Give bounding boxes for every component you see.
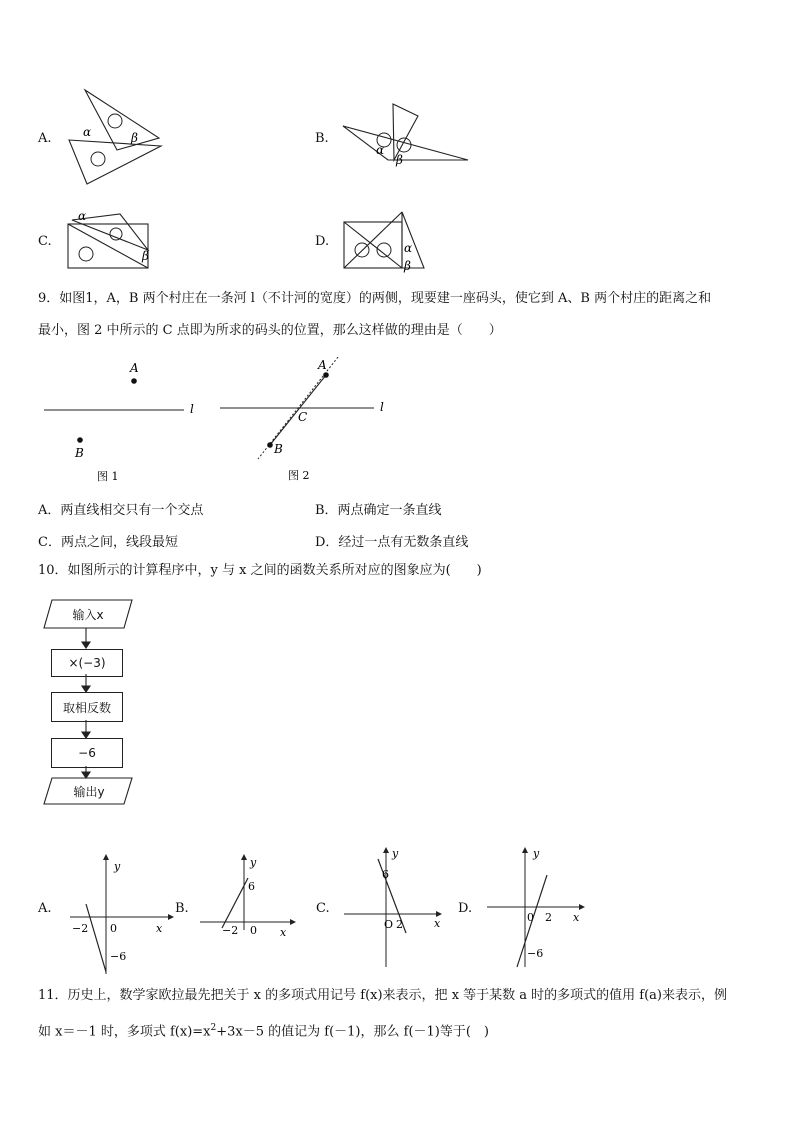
q8-option-d-label[interactable]: D.: [315, 234, 330, 249]
fig2-label-a: A: [318, 358, 327, 372]
fig1-label-b: B: [75, 446, 84, 460]
q10-text: 10．如图所示的计算程序中，y 与 x 之间的函数关系所对应的图象应为( ): [38, 563, 482, 578]
q11-text-line1: 11．历史上，数学家欧拉最先把关于 x 的多项式用记号 f(x)来表示，把 x 等于某数 a 时的多项式的值用 f(a)来表示，例: [38, 988, 728, 1003]
fig1-caption: 图 1: [97, 470, 119, 483]
ga-x: x: [156, 922, 163, 935]
flow-output: 输出y: [73, 784, 105, 799]
q10-option-b-label[interactable]: B.: [175, 901, 189, 916]
q10-option-c-label[interactable]: C.: [316, 901, 330, 916]
q9-option-b[interactable]: B．两点确定一条直线: [315, 503, 442, 518]
q9-figure-1: [44, 360, 204, 485]
gc-y: y: [392, 847, 399, 860]
gb-xi: −2: [222, 924, 239, 937]
gb-y: y: [250, 856, 257, 869]
q11-text-line2b: +3x－5 的值记为 f(－1)，那么 f(－1)等于( ): [216, 1024, 490, 1040]
gd-x: x: [573, 911, 580, 924]
fig2-label-b: B: [274, 442, 283, 456]
q8-figure-c: [64, 210, 164, 272]
q11-text-line2: [38, 1020, 758, 1040]
q8-d-alpha: α: [404, 241, 413, 255]
gc-o: O: [384, 918, 394, 931]
q9-text-line2: 最小，图 2 中所示的 C 点即为所求的码头的位置，那么这样做的理由是（ ）: [38, 323, 502, 338]
gc-xi: 2: [396, 918, 403, 931]
fig2-caption: 图 2: [288, 469, 310, 482]
q10-graph-c: [342, 845, 447, 970]
ga-o: 0: [110, 922, 117, 935]
gd-o: 0: [527, 911, 534, 924]
fig2-label-c: C: [298, 410, 308, 424]
q10-option-a-label[interactable]: A.: [38, 901, 52, 916]
q8-b-alpha: α: [376, 143, 385, 157]
gd-y: y: [533, 847, 540, 860]
q8-option-a-label[interactable]: A.: [38, 131, 52, 146]
q10-graph-b: [198, 852, 298, 939]
q8-figure-a: [65, 86, 165, 186]
q8-figure-d: [340, 208, 430, 272]
q8-c-alpha: α: [78, 209, 87, 223]
q9-option-d[interactable]: D．经过一点有无数条直线: [315, 535, 469, 550]
fig2-label-l: l: [380, 400, 384, 414]
q11-text-line2a: 如 x＝－1 时，多项式 f(x)=x: [38, 1024, 211, 1040]
q9-figure-2: [218, 355, 398, 485]
gd-xi: 2: [545, 911, 552, 924]
ga-yi: −6: [110, 950, 127, 963]
q9-option-c[interactable]: C．两点之间，线段最短: [38, 535, 178, 550]
q11-superscript: 2: [210, 1023, 217, 1033]
q8-option-b-label[interactable]: B.: [315, 131, 329, 146]
q8-b-beta: β: [396, 153, 403, 167]
q8-option-c-label[interactable]: C.: [38, 234, 52, 249]
gc-yi: 6: [382, 868, 389, 881]
q8-c-beta: β: [142, 249, 149, 263]
gc-x: x: [434, 917, 441, 930]
q10-option-d-label[interactable]: D.: [458, 901, 473, 916]
ga-xi: −2: [72, 922, 89, 935]
q8-figure-b: [338, 100, 473, 170]
gb-o: 0: [250, 924, 257, 937]
flow-negate: 取相反数: [51, 692, 123, 722]
q9-text-line1: 9．如图1，A，B 两个村庄在一条河 l（不计河的宽度）的两侧，现要建一座码头，使它到 A、B 两个村庄的距离之和: [38, 291, 712, 306]
fig1-label-l: l: [190, 402, 194, 416]
q8-a-alpha: α: [83, 125, 92, 139]
fig1-label-a: A: [130, 361, 139, 375]
q8-d-beta: β: [404, 259, 411, 273]
flow-input: 输入x: [72, 607, 104, 622]
gb-x: x: [280, 926, 287, 939]
q8-a-beta: β: [131, 131, 138, 145]
gd-yi: −6: [527, 947, 544, 960]
ga-y: y: [114, 860, 121, 873]
flow-subtract: −6: [51, 738, 123, 768]
flow-multiply: ×(−3): [51, 649, 123, 677]
q10-graph-d: [485, 845, 590, 970]
gb-yi: 6: [248, 880, 255, 893]
q9-option-a[interactable]: A．两直线相交只有一个交点: [38, 503, 204, 518]
q10-graph-a: [68, 852, 178, 977]
